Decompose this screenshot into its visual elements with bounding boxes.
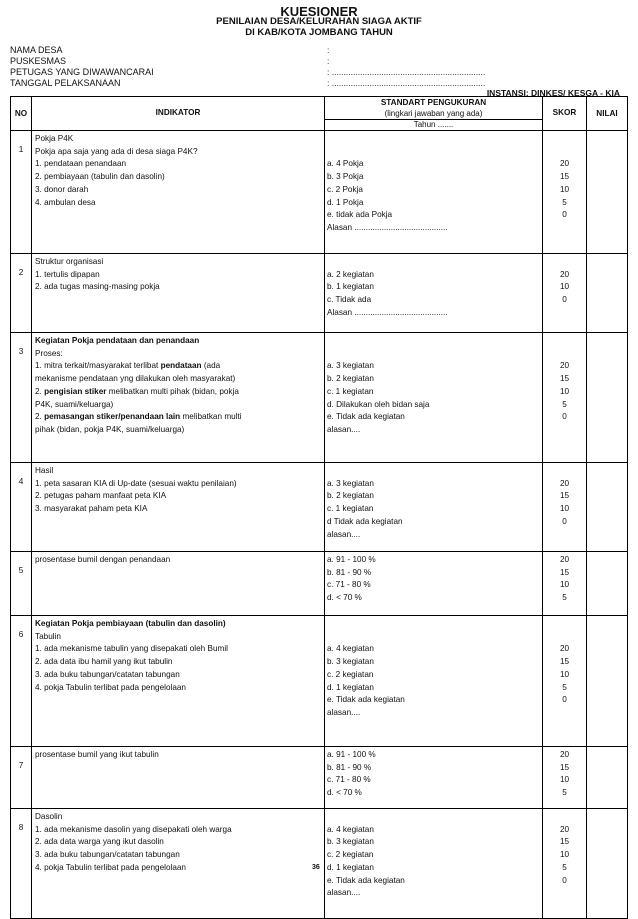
skor-cell-line: [543, 335, 586, 348]
skor-cell-line: [543, 811, 586, 824]
indikator-cell-line: Pokja apa saja yang ada di desa siaga P4K?: [35, 146, 198, 156]
skor-cell: [543, 463, 587, 552]
skor-cell: [543, 333, 587, 463]
row-number: 8: [11, 809, 32, 919]
indikator-cell-line: Tabulin: [35, 631, 61, 641]
standart-cell-line: [327, 811, 540, 824]
skor-cell-line: 10: [559, 669, 570, 679]
indikator-cell-line: 1. pendataan penandaan: [35, 159, 127, 169]
nilai-cell[interactable]: [587, 552, 628, 616]
standart-cell-line: [327, 631, 540, 644]
header-standart-sub: (lingkari jawaban yang ada): [384, 109, 483, 118]
indikator-cell-line: 1. ada mekanisme tabulin yang disepakati oleh Bumil: [35, 644, 228, 654]
indikator-cell-line: 3. masyarakat paham peta KIA: [35, 504, 148, 514]
indikator-cell-line: 3. ada buku tabungan/catatan tabungan: [35, 669, 180, 679]
skor-cell-line: 10: [559, 184, 570, 194]
skor-cell-line: 10: [559, 850, 570, 860]
table-row: [11, 616, 628, 747]
indikator-cell-line: Pokja P4K: [35, 134, 74, 143]
standart-cell-line: b. 81 - 90 %: [327, 762, 372, 772]
skor-cell-line: 20: [559, 644, 570, 654]
indikator-cell-line: 1. peta sasaran KIA di Up-date (sesuai waktu penilaian): [35, 478, 237, 488]
standart-cell-line: d. 1 kegiatan: [327, 862, 374, 872]
page-number: 36: [312, 864, 320, 871]
skor-cell-line: [543, 256, 586, 269]
indikator-cell-line: 1. tertulis dipapan: [35, 269, 100, 279]
meta-value-nama-desa: :: [327, 45, 330, 55]
indikator-cell: [32, 809, 325, 919]
table-row: [11, 552, 628, 616]
skor-cell-line: 5: [562, 197, 567, 207]
skor-cell-line: 15: [559, 567, 570, 577]
standart-cell: [325, 552, 543, 616]
standart-cell-line: d Tidak ada kegiatan: [327, 516, 403, 526]
standart-cell-line: [327, 618, 540, 631]
header-no: NO: [11, 97, 32, 131]
skor-cell-line: 5: [562, 862, 567, 872]
table-row: [11, 131, 628, 254]
skor-cell-line: 10: [559, 282, 570, 292]
skor-cell: [543, 616, 587, 747]
standart-cell-line: c. 2 kegiatan: [327, 669, 374, 679]
nilai-cell[interactable]: [587, 333, 628, 463]
row-number: 5: [11, 552, 32, 616]
indikator-cell-line: 2. petugas paham manfaat peta KIA: [35, 491, 167, 501]
standart-cell: [325, 463, 543, 552]
standart-cell-line: [327, 335, 540, 348]
skor-cell: [543, 747, 587, 809]
meta-label-puskesmas: PUSKESMAS: [10, 56, 67, 66]
skor-cell-line: 0: [562, 875, 567, 885]
nilai-cell[interactable]: [587, 747, 628, 809]
skor-cell-line: 0: [562, 695, 567, 705]
indikator-cell-line: 1. mitra terkait/masyarakat terlibat pendataan (ada: [35, 361, 221, 371]
standart-cell-line: alasan....: [327, 529, 361, 539]
header-skor: SKOR: [543, 97, 587, 131]
standart-cell-line: b. 3 kegiatan: [327, 837, 374, 847]
meta-value-tanggal: : .................................................................: [327, 78, 486, 88]
skor-cell-line: [543, 146, 586, 159]
skor-cell-line: [543, 348, 586, 361]
skor-cell-line: 10: [559, 504, 570, 514]
standart-cell-line: [327, 256, 540, 269]
standart-cell-line: e. Tidak ada kegiatan: [327, 875, 405, 885]
meta-label-petugas: PETUGAS YANG DIWAWANCARAI: [10, 67, 154, 77]
standart-cell-line: d. 1 kegiatan: [327, 682, 374, 692]
skor-cell-line: [543, 618, 586, 631]
standart-cell-line: d. 1 Pokja: [327, 197, 364, 207]
skor-cell-line: 15: [559, 374, 570, 384]
meta-value-puskesmas: :: [327, 56, 330, 66]
skor-cell-line: [543, 631, 586, 644]
indikator-cell-line: pihak (bidan, pokja P4K, suami/keluarga): [35, 424, 185, 434]
nilai-cell[interactable]: [587, 463, 628, 552]
instansi-label: INSTANSI: DINKES/ KESGA - KIA: [486, 88, 620, 98]
standart-cell-line: d. Dilakukan oleh bidan saja: [327, 399, 430, 409]
row-number: 6: [11, 616, 32, 747]
indikator-cell-line: 3. ada buku tabungan/catatan tabungan: [35, 850, 180, 860]
row-number: 1: [11, 131, 32, 254]
standart-cell-line: c. 71 - 80 %: [327, 775, 371, 785]
skor-cell-line: 10: [559, 580, 570, 590]
standart-cell-line: b. 81 - 90 %: [327, 567, 372, 577]
indikator-cell-line: Kegiatan Pokja pembiayaan (tabulin dan dasolin): [35, 619, 226, 628]
header-standart: [325, 97, 543, 131]
skor-cell-line: 10: [559, 386, 570, 396]
standart-cell-line: d. < 70 %: [327, 593, 362, 603]
skor-cell-line: 0: [562, 210, 567, 220]
standart-cell-line: b. 2 kegiatan: [327, 491, 374, 501]
skor-cell-line: 0: [562, 295, 567, 305]
header-nilai: NILAI: [587, 97, 628, 131]
indikator-cell-line: 2. ada tugas masing-masing pokja: [35, 282, 160, 292]
standart-cell: [325, 616, 543, 747]
indikator-cell-line: Proses:: [35, 348, 63, 358]
standart-cell-line: b. 1 kegiatan: [327, 282, 374, 292]
standart-cell-line: e. tidak ada Pokja: [327, 210, 393, 220]
indikator-cell-line: 2. pengisian stiker melibatkan multi pihak (bidan, pokja: [35, 386, 239, 396]
table-row: [11, 254, 628, 333]
standart-cell-line: a. 91 - 100 %: [327, 555, 376, 564]
standart-cell-line: a. 3 kegiatan: [327, 361, 374, 371]
standart-cell-line: alasan....: [327, 707, 361, 717]
standart-cell-line: a. 91 - 100 %: [327, 750, 376, 759]
meta-label-nama-desa: NAMA DESA: [10, 45, 63, 55]
indikator-cell: [32, 131, 325, 254]
skor-cell-line: 5: [562, 399, 567, 409]
skor-cell: [543, 552, 587, 616]
standart-cell: [325, 333, 543, 463]
nilai-cell[interactable]: [587, 616, 628, 747]
standart-cell-line: Alasan .........................................: [327, 222, 448, 232]
document-subtitle-location: DI KAB/KOTA JOMBANG TAHUN: [245, 27, 393, 38]
indikator-cell-line: mekanisme pendataan yng dilakukan oleh masyarakat): [35, 374, 236, 384]
skor-cell-line: 10: [559, 775, 570, 785]
standart-cell-line: c. 1 kegiatan: [327, 386, 374, 396]
standart-cell-line: a. 4 Pokja: [327, 159, 364, 169]
skor-cell-line: [543, 133, 586, 146]
skor-cell-line: 20: [559, 555, 570, 564]
skor-cell-line: 5: [562, 593, 567, 603]
standart-cell: [325, 131, 543, 254]
row-number: 2: [11, 254, 32, 333]
skor-cell-line: 15: [559, 762, 570, 772]
skor-cell-line: 15: [559, 491, 570, 501]
nilai-cell[interactable]: [587, 809, 628, 919]
row-number: 3: [11, 333, 32, 463]
standart-cell-line: c. 1 kegiatan: [327, 504, 374, 514]
skor-cell-line: 15: [559, 657, 570, 667]
standart-cell-line: a. 3 kegiatan: [327, 478, 374, 488]
indikator-cell-line: prosentase bumil dengan penandaan: [35, 555, 171, 564]
indikator-cell-line: 4. pokja Tabulin terlibat pada pengelolaan: [35, 862, 186, 872]
standart-cell-line: c. 2 kegiatan: [327, 850, 374, 860]
standart-cell: [325, 809, 543, 919]
skor-cell-line: 20: [559, 269, 570, 279]
standart-cell-line: [327, 348, 540, 361]
standart-cell-line: a. 4 kegiatan: [327, 644, 374, 654]
skor-cell-line: 5: [562, 682, 567, 692]
indikator-cell-line: 3. donor darah: [35, 184, 89, 194]
skor-cell-line: 5: [562, 788, 567, 798]
standart-cell-line: c. Tidak ada: [327, 295, 372, 305]
standart-cell: [325, 747, 543, 809]
indikator-cell: [32, 254, 325, 333]
standart-cell-line: c. 2 Pokja: [327, 184, 363, 194]
skor-cell-line: [543, 465, 586, 478]
standart-cell-line: d. < 70 %: [327, 788, 362, 798]
standart-cell-line: b. 3 Pokja: [327, 172, 364, 182]
skor-cell: [543, 131, 587, 254]
skor-cell-line: 15: [559, 837, 570, 847]
nilai-cell[interactable]: [587, 131, 628, 254]
table-row: [11, 747, 628, 809]
indikator-cell: [32, 333, 325, 463]
standart-cell-line: a. 4 kegiatan: [327, 824, 374, 834]
skor-cell-line: 15: [559, 172, 570, 182]
indikator-cell-line: 4. ambulan desa: [35, 197, 96, 207]
indikator-cell-line: prosentase bumil yang ikut tabulin: [35, 750, 159, 759]
questionnaire-table: [10, 96, 628, 919]
meta-value-petugas: : .................................................................: [327, 67, 486, 77]
indikator-cell-line: P4K, suami/keluarga): [35, 399, 114, 409]
standart-cell-line: [327, 133, 540, 146]
standart-cell-line: alasan....: [327, 424, 361, 434]
header-tahun: Tahun .......: [413, 120, 454, 129]
standart-cell-line: e. Tidak ada kegiatan: [327, 695, 405, 705]
standart-cell-line: c. 71 - 80 %: [327, 580, 371, 590]
skor-cell-line: 0: [562, 412, 567, 422]
indikator-cell-line: 2. ada data ibu hamil yang ikut tabulin: [35, 657, 173, 667]
indikator-cell-line: 2. ada data warga yang ikut dasolin: [35, 837, 164, 847]
indikator-cell: [32, 552, 325, 616]
skor-cell-line: 0: [562, 516, 567, 526]
meta-label-tanggal: TANGGAL PELAKSANAAN: [10, 78, 121, 88]
standart-cell-line: e. Tidak ada kegiatan: [327, 412, 405, 422]
indikator-cell-line: Hasil: [35, 466, 54, 475]
table-row: [11, 333, 628, 463]
row-number: 4: [11, 463, 32, 552]
skor-cell: [543, 254, 587, 333]
indikator-cell-line: 2. pembiayaan (tabulin dan dasolin): [35, 172, 165, 182]
nilai-cell[interactable]: [587, 254, 628, 333]
standart-cell: [325, 254, 543, 333]
indikator-cell: [32, 747, 325, 809]
skor-cell-line: 20: [559, 159, 570, 169]
indikator-cell: [32, 463, 325, 552]
indikator-cell-line: 4. pokja Tabulin terlibat pada pengelolaan: [35, 682, 186, 692]
document-title: KUESIONER: [280, 4, 358, 19]
skor-cell-line: 20: [559, 478, 570, 488]
skor-cell-line: 20: [559, 824, 570, 834]
header-indikator: INDIKATOR: [32, 97, 325, 131]
table-row: [11, 463, 628, 552]
document-subtitle: PENILAIAN DESA/KELURAHAN SIAGA AKTIF: [216, 16, 422, 27]
standart-cell-line: [327, 465, 540, 478]
indikator-cell-line: 1. ada mekanisme dasolin yang disepakati oleh warga: [35, 824, 232, 834]
standart-cell-line: alasan....: [327, 888, 361, 898]
indikator-cell-line: Kegiatan Pokja pendataan dan penandaan: [35, 336, 200, 345]
indikator-cell-line: Dasolin: [35, 812, 63, 821]
skor-cell: [543, 809, 587, 919]
indikator-cell-line: Struktur organisasi: [35, 257, 104, 266]
standart-cell-line: [327, 146, 540, 159]
standart-cell-line: Alasan .........................................: [327, 307, 448, 317]
row-number: 7: [11, 747, 32, 809]
standart-cell-line: b. 2 kegiatan: [327, 374, 374, 384]
indikator-cell-line: 2. pemasangan stiker/penandaan lain melibatkan multi: [35, 412, 242, 422]
indikator-cell: [32, 616, 325, 747]
standart-cell-line: b. 3 kegiatan: [327, 657, 374, 667]
standart-cell-line: a. 2 kegiatan: [327, 269, 374, 279]
header-standart-title: STANDART PENGUKURAN: [380, 98, 487, 107]
skor-cell-line: 20: [559, 361, 570, 371]
skor-cell-line: 20: [559, 750, 570, 759]
